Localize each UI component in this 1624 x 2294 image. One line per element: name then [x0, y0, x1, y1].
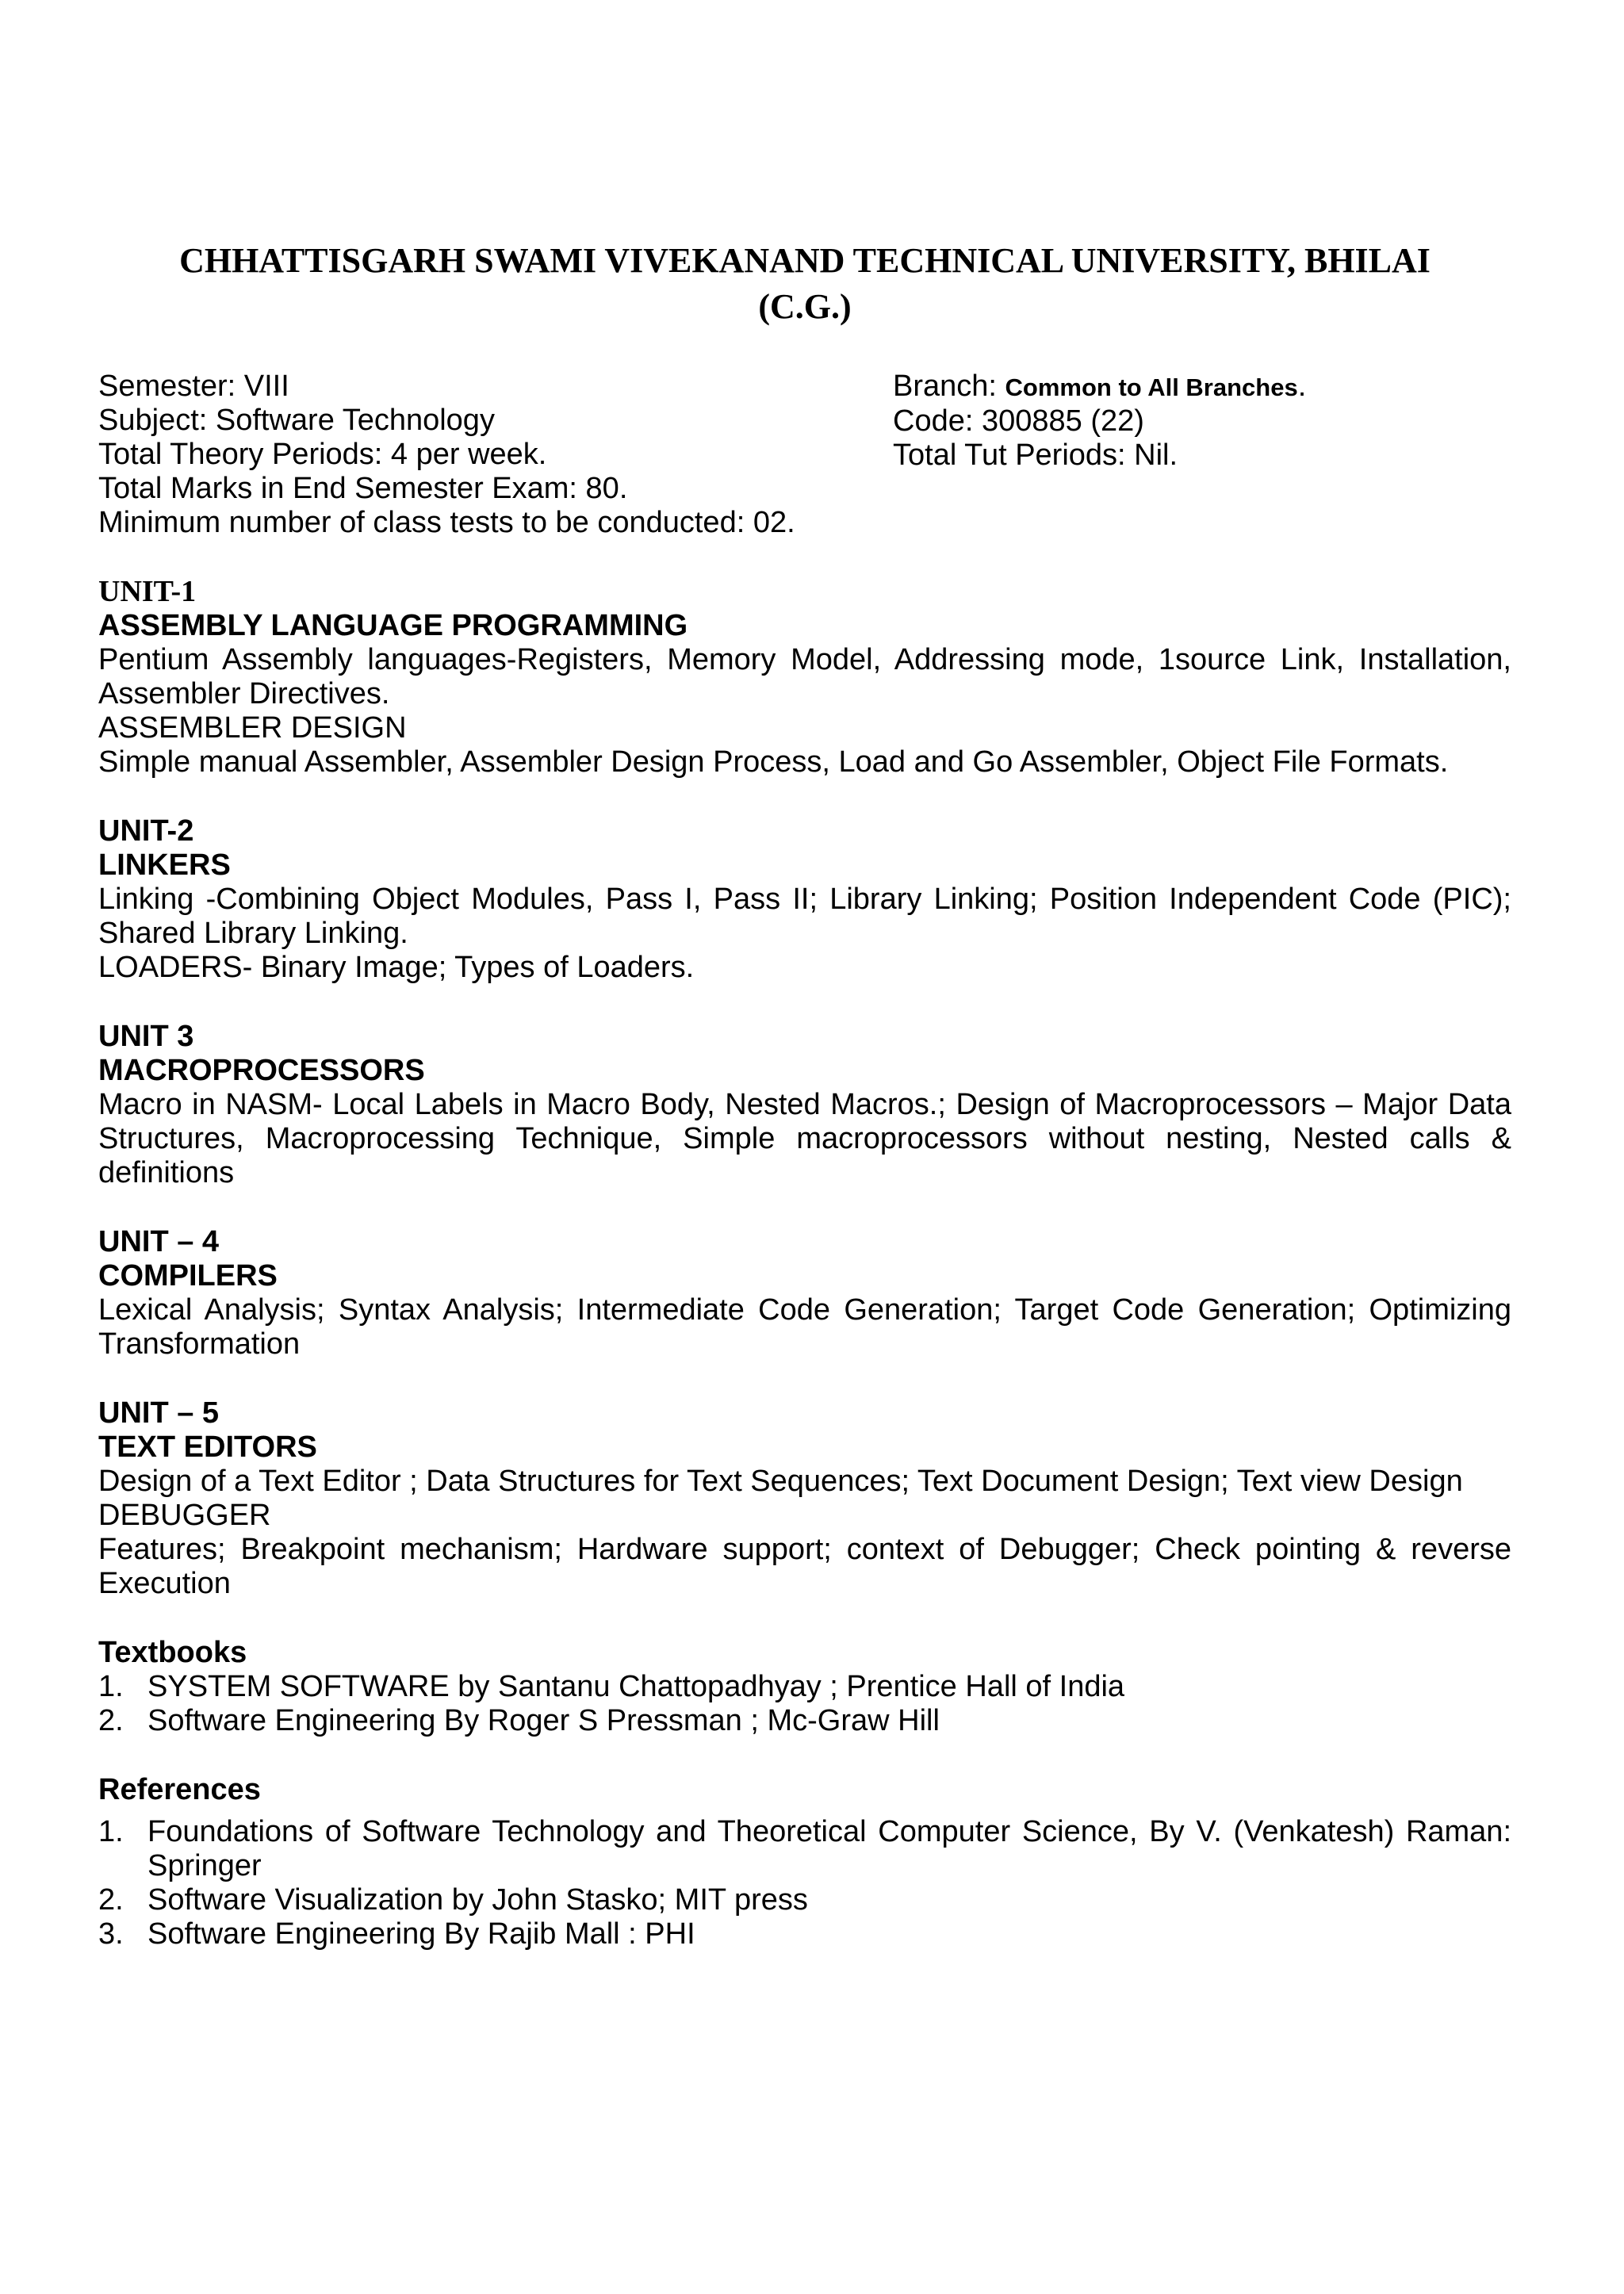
branch-suffix: . [1297, 370, 1307, 403]
list-item [98, 1815, 1511, 1883]
unit-body: Lexical Analysis; Syntax Analysis; Intermediate Code Generation; Target Code Generation; Optimizing Transformation [98, 1293, 1511, 1361]
list-text: Software Engineering By Rajib Mall : PHI [147, 1917, 695, 1951]
list-number: 3. [98, 1917, 124, 1951]
unit-body: Pentium Assembly languages-Registers, Memory Model, Addressing mode, 1source Link, Installation, Assembler Directives. [98, 643, 1511, 710]
class-tests-line: Minimum number of class tests to be conducted: 02. [98, 506, 795, 539]
branch-line [893, 370, 1511, 404]
semester-line: Semester: VIII [98, 370, 289, 403]
syllabus-page [98, 238, 1511, 1951]
university-name: CHHATTISGARH SWAMI VIVEKANAND TECHNICAL UNIVERSITY, BHILAI [179, 241, 1431, 280]
subject-line: Subject: Software Technology [98, 404, 495, 437]
branch-value: Common to All Branches [1005, 373, 1298, 401]
unit-label: UNIT 3 [98, 1020, 194, 1053]
references-wrap [98, 1815, 1511, 1951]
unit-body: Design of a Text Editor ; Data Structures for Text Sequences; Text Document Design; Text view Design [98, 1465, 1463, 1498]
unit-subheading: ASSEMBLER DESIGN [98, 711, 407, 745]
course-meta-right [893, 370, 1511, 540]
textbooks-list [98, 1670, 1511, 1738]
list-item [98, 1917, 1511, 1951]
unit-body: Macro in NASM- Local Labels in Macro Body, Nested Macros.; Design of Macroprocessors – Major Data Structures, Macroprocessing Technique, Simple macroprocessors without nesting, Nested calls & definitions [98, 1088, 1511, 1189]
unit-heading: MACROPROCESSORS [98, 1054, 425, 1087]
list-item [98, 1670, 1511, 1704]
unit-label: UNIT – 4 [98, 1225, 220, 1258]
unit-4 [98, 1225, 1511, 1361]
code-line: Code: 300885 (22) [893, 404, 1144, 438]
unit-label: UNIT – 5 [98, 1396, 220, 1430]
unit-body: Simple manual Assembler, Assembler Design Process, Load and Go Assembler, Object File Formats. [98, 745, 1449, 779]
course-meta-left [98, 370, 875, 540]
branch-label: Branch: [893, 370, 1005, 403]
list-text: Foundations of Software Technology and Theoretical Computer Science, By V. (Venkatesh) Raman: Springer [147, 1815, 1511, 1882]
university-state: (C.G.) [758, 287, 852, 326]
unit-heading: ASSEMBLY LANGUAGE PROGRAMMING [98, 609, 688, 642]
unit-3 [98, 1020, 1511, 1190]
tut-periods-line: Total Tut Periods: Nil. [893, 439, 1178, 472]
unit-heading: COMPILERS [98, 1259, 278, 1293]
list-text: Software Engineering By Roger S Pressman ; Mc-Graw Hill [147, 1704, 940, 1737]
list-item [98, 1704, 1511, 1738]
unit-heading: TEXT EDITORS [98, 1430, 317, 1464]
unit-subheading: DEBUGGER [98, 1499, 271, 1532]
list-number: 1. [98, 1815, 124, 1848]
unit-1 [98, 575, 1511, 779]
unit-body: Linking -Combining Object Modules, Pass I, Pass II; Library Linking; Position Independent Code (PIC); Shared Library Linking. [98, 883, 1511, 950]
unit-body: LOADERS- Binary Image; Types of Loaders. [98, 951, 695, 984]
unit-label: UNIT-1 [98, 575, 197, 608]
list-text: Software Visualization by John Stasko; MIT press [147, 1883, 808, 1917]
unit-heading: LINKERS [98, 848, 231, 882]
total-marks-line: Total Marks in End Semester Exam: 80. [98, 472, 628, 505]
textbooks-heading: Textbooks [98, 1636, 247, 1669]
theory-periods-line: Total Theory Periods: 4 per week. [98, 438, 547, 471]
unit-label: UNIT-2 [98, 814, 194, 848]
list-item [98, 1883, 1511, 1917]
list-number: 1. [98, 1670, 124, 1703]
unit-body: Features; Breakpoint mechanism; Hardware support; context of Debugger; Check pointing & reverse Execution [98, 1533, 1511, 1600]
document-title [98, 238, 1511, 330]
list-number: 2. [98, 1704, 124, 1737]
unit-5 [98, 1396, 1511, 1601]
unit-2 [98, 814, 1511, 985]
references-list [98, 1815, 1511, 1951]
course-meta [98, 370, 1511, 540]
references-heading: References [98, 1773, 261, 1806]
list-text: SYSTEM SOFTWARE by Santanu Chattopadhyay ; Prentice Hall of India [147, 1670, 1125, 1703]
list-number: 2. [98, 1883, 124, 1917]
